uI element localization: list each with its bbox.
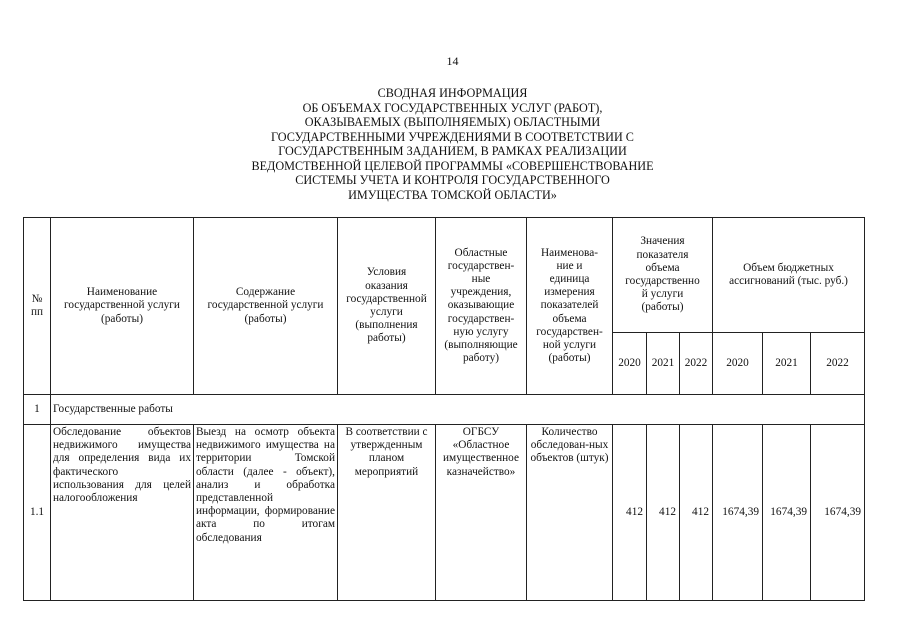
header-volume-values xyxy=(613,218,713,333)
header-content xyxy=(194,218,338,395)
header-conditions xyxy=(338,218,436,395)
title-line: ОБ ОБЪЕМАХ ГОСУДАРСТВЕННЫХ УСЛУГ (РАБОТ), xyxy=(302,100,603,115)
title-line: ГОСУДАРСТВЕННЫМИ УЧРЕЖДЕНИЯМИ В СООТВЕТСТВИИ С xyxy=(271,129,634,144)
row-content xyxy=(194,425,338,601)
header-budget-text: Объем бюджетных ассигнований (тыс. руб.) xyxy=(729,261,848,287)
title-line: ОКАЗЫВАЕМЫХ (ВЫПОЛНЯЕМЫХ) ОБЛАСТНЫМИ xyxy=(304,115,601,129)
header-institutions xyxy=(436,218,527,395)
row-conditions xyxy=(338,425,436,601)
section-label: Государственные работы xyxy=(51,395,865,425)
header-row xyxy=(24,218,865,333)
row-indicator xyxy=(527,425,613,601)
table-row xyxy=(24,425,865,601)
header-number xyxy=(24,218,51,395)
row-service-name xyxy=(51,425,194,601)
header-indicator xyxy=(527,218,613,395)
header-budget xyxy=(713,218,865,333)
section-number: 1 xyxy=(24,395,51,425)
row-number: 1.1 xyxy=(24,425,51,601)
header-volume-values-text: Значения показателя объема государственно й услуги (работы) xyxy=(625,235,700,314)
page-number: 14 xyxy=(446,54,459,68)
row-volume-2022: 412 xyxy=(680,425,713,601)
section-row xyxy=(24,395,865,425)
title-line: СВОДНАЯ ИНФОРМАЦИЯ xyxy=(377,86,528,100)
header-content-text: Содержание государственной услуги (работы) xyxy=(207,286,324,325)
title-line: ГОСУДАРСТВЕННЫМ ЗАДАНИЕМ, В РАМКАХ РЕАЛИЗАЦИИ xyxy=(278,144,627,158)
title-line: ИМУЩЕСТВА ТОМСКОЙ ОБЛАСТИ» xyxy=(348,187,557,202)
row-budget-2020: 1674,39 xyxy=(713,425,763,601)
header-indicator-text: Наименова- ние и единица измерения показателей объема государствен- ной услуги (работы) xyxy=(536,246,603,365)
title-line: СИСТЕМЫ УЧЕТА И КОНТРОЛЯ ГОСУДАРСТВЕННОГО xyxy=(295,173,610,187)
row-institution-text: ОГБСУ «Областное имущественное казначейство» xyxy=(443,426,519,478)
title-line: ВЕДОМСТВЕННОЙ ЦЕЛЕВОЙ ПРОГРАММЫ «СОВЕРШЕНСТВОВАНИЕ xyxy=(251,158,654,173)
document-title xyxy=(150,86,755,202)
budget-year-header: 2021 xyxy=(763,333,811,395)
row-institution xyxy=(436,425,527,601)
row-indicator-text: Количество обследован-ных объектов (штук) xyxy=(530,426,609,465)
row-content-text: Выезд на осмотр объекта недвижимого имущества на территории Томской области (далее - объект), анализ и обработка представленной информации, формирование акта по итогам обследования xyxy=(196,426,335,544)
row-volume-2020: 412 xyxy=(613,425,647,601)
budget-year-header: 2020 xyxy=(713,333,763,395)
row-budget-2021: 1674,39 xyxy=(763,425,811,601)
row-conditions-text: В соответствии с утвержденным планом мероприятий xyxy=(345,426,428,478)
row-budget-2022: 1674,39 xyxy=(811,425,865,601)
header-institutions-text: Областные государствен- ные учреждения, оказывающие государствен- ную услугу (выполняющие работу) xyxy=(444,246,518,365)
volume-year-header: 2020 xyxy=(613,333,647,395)
header-service-name xyxy=(51,218,194,395)
header-number-text: № пп xyxy=(30,292,44,318)
row-volume-2021: 412 xyxy=(647,425,680,601)
header-service-name-text: Наименование государственной услуги (работы) xyxy=(64,286,180,325)
budget-year-header: 2022 xyxy=(811,333,865,395)
row-service-name-text: Обследование объектов недвижимого имущества для определения вида их фактического использования для целей налогообложения xyxy=(53,426,191,505)
volume-year-header: 2021 xyxy=(647,333,680,395)
volume-year-header: 2022 xyxy=(680,333,713,395)
services-table xyxy=(23,217,865,601)
header-conditions-text: Условия оказания государственной услуги (выполнения работы) xyxy=(346,266,427,345)
